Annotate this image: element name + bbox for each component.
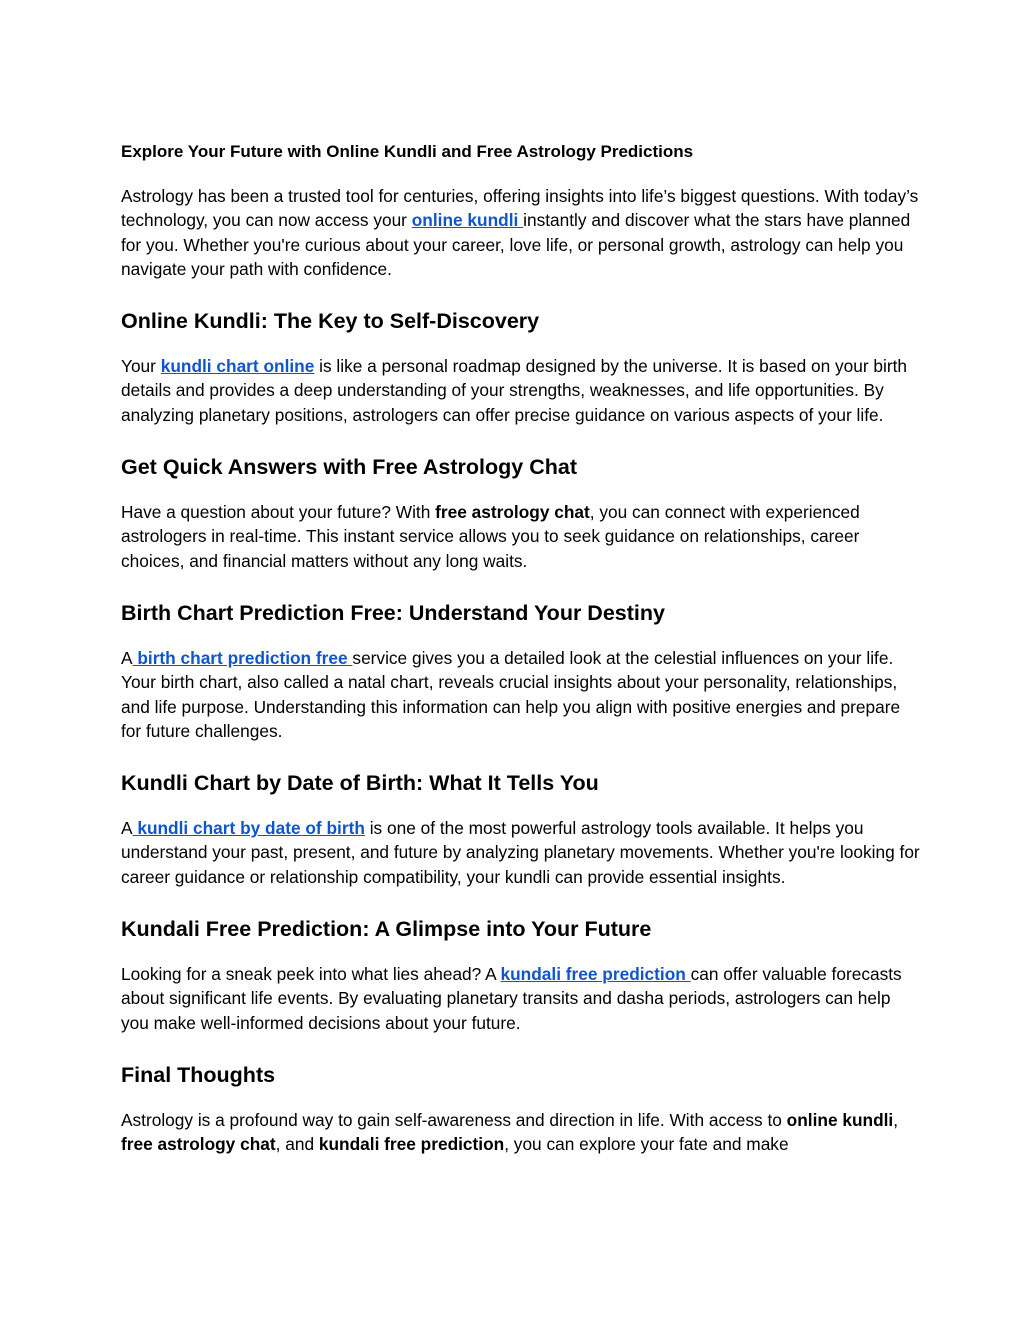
link-kundali-free-prediction[interactable]: kundali free prediction [500,964,691,985]
paragraph-text-before: Your [121,356,161,377]
final-text-4: , you can explore your fate and make [504,1134,789,1155]
paragraph-kundli-chart-by-dob [121,816,921,889]
paragraph-text-after: can offer valuable forecasts about significant life events. By evaluating planetary transits and dasha periods, astrologers can help you make well-informed decisions about your future. [121,964,902,1033]
document-page [121,140,921,1157]
bold-free-astrology-chat: free astrology chat [121,1134,276,1155]
heading-online-kundli: Online Kundli: The Key to Self-Discovery [121,309,540,334]
bold-kundali-free-prediction: kundali free prediction [318,1134,505,1155]
link-kundli-chart-by-date-of-birth[interactable]: kundli chart by date of birth [132,818,365,839]
link-kundli-chart-online[interactable]: kundli chart online [160,356,315,377]
paragraph-text-after: , you can connect with experienced astrologers in real-time. This instant service allows you to seek guidance on relationships, career choices, and financial matters without any long waits. [121,502,860,571]
intro-text-after: instantly and discover what the stars have planned for you. Whether you're curious about your career, love life, or personal growth, astrology can help you navigate your path with confidence. [121,210,911,279]
heading-final-thoughts: Final Thoughts [121,1062,276,1087]
paragraph-text-after: is one of the most powerful astrology tools available. It helps you understand your past, present, and future by analyzing planetary movements. Whether you're looking for career guidance or relationship compatibility, your kundli can provide essential insights. [121,818,920,887]
link-online-kundli[interactable]: online kundli [411,210,524,231]
intro-paragraph [121,184,921,281]
heading-free-astrology-chat: Get Quick Answers with Free Astrology Chat [121,455,577,480]
paragraph-final-thoughts [121,1108,921,1157]
paragraph-online-kundli [121,354,921,427]
final-text-1: Astrology is a profound way to gain self-awareness and direction in life. With access to [121,1109,787,1130]
heading-kundli-chart-by-dob: Kundli Chart by Date of Birth: What It Tells You [121,771,599,796]
intro-text-before: Astrology has been a trusted tool for centuries, offering insights into life’s biggest questions. With today’s technology, you can now access your [121,186,919,231]
heading-kundali-free-prediction: Kundali Free Prediction: A Glimpse into Your Future [121,917,652,942]
paragraph-text-after: is like a personal roadmap designed by the universe. It is based on your birth details and provides a deep understanding of your strengths, weaknesses, and life opportunities. By analyzing planetary positions, astrologers can offer precise guidance on various aspects of your life. [121,356,908,425]
paragraph-text-before: A [121,818,133,839]
paragraph-text-before: A [121,647,133,668]
paragraph-text-before: Have a question about your future? With [121,502,436,523]
paragraph-birth-chart-prediction [121,646,921,743]
document-title: Explore Your Future with Online Kundli and Free Astrology Predictions [121,142,694,161]
link-birth-chart-prediction-free[interactable]: birth chart prediction free [132,647,353,668]
heading-birth-chart-prediction: Birth Chart Prediction Free: Understand Your Destiny [121,600,665,625]
paragraph-text-after: service gives you a detailed look at the celestial influences on your life. Your birth chart, also called a natal chart, reveals crucial insights about your personality, relationships, and life purpose. Understanding this information can help you align with positive energies and prepare for future challenges. [121,647,901,741]
final-text-2: , [893,1109,899,1130]
paragraph-free-astrology-chat [121,500,921,573]
paragraph-kundali-free-prediction [121,962,921,1035]
bold-free-astrology-chat: free astrology chat [435,502,590,523]
final-text-3: , and [275,1134,319,1155]
bold-online-kundli: online kundli [786,1109,894,1130]
paragraph-text-before: Looking for a sneak peek into what lies ahead? A [121,964,501,985]
